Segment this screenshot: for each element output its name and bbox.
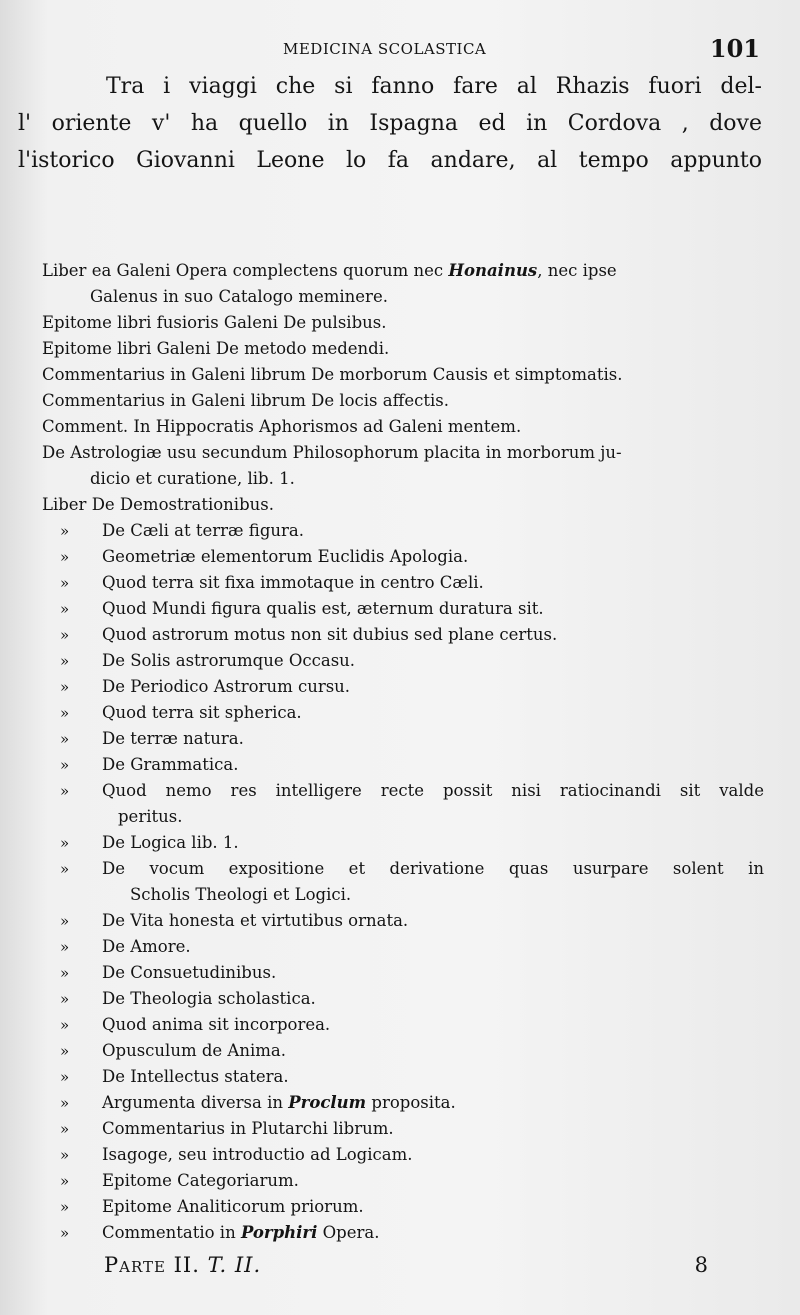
ditto-marker: » — [60, 1042, 70, 1060]
list-item: » Quod anima sit incorporea. — [42, 1012, 764, 1038]
signature-number: 8 — [694, 1253, 708, 1277]
list-item: » De Amore. — [42, 934, 764, 960]
ditto-marker: » — [60, 730, 70, 748]
ditto-marker: » — [60, 652, 70, 670]
works-list — [42, 258, 764, 1246]
list-item: » Epitome Categoriarum. — [42, 1168, 764, 1194]
list-item: » Epitome Analiticorum priorum. — [42, 1194, 764, 1220]
ditto-marker: » — [60, 860, 70, 878]
ditto-marker: » — [60, 938, 70, 956]
list-item: » De Intellectus statera. — [42, 1064, 764, 1090]
ditto-marker: » — [60, 522, 70, 540]
ditto-marker: » — [60, 678, 70, 696]
ditto-marker: » — [60, 548, 70, 566]
ditto-marker: » — [60, 756, 70, 774]
list-item-continuation: Scholis Theologi et Logici. — [130, 885, 352, 904]
intro-line: l' oriente v' ha quello in Ispagna ed in Cordova , dove — [18, 111, 762, 136]
list-item: » Quod nemo res intelligere recte possit nisi ratiocinandi sit valde — [42, 778, 764, 804]
list-item: » Quod terra sit spherica. — [42, 700, 764, 726]
list-item: Commentarius in Galeni librum De morborum Causis et simptomatis. — [42, 365, 623, 384]
list-item: » Quod Mundi figura qualis est, æternum duratura sit. — [42, 596, 764, 622]
list-item: » De Cæli at terræ figura. — [42, 518, 764, 544]
ditto-marker: » — [60, 912, 70, 930]
page-number: 101 — [709, 34, 760, 63]
list-item: » Isagoge, seu introductio ad Logicam. — [42, 1142, 764, 1168]
list-item: » De vocum expositione et derivatione quas usurpare solent in — [42, 856, 764, 882]
list-item: » De Theologia scholastica. — [42, 986, 764, 1012]
list-item: » Argumenta diversa in Proclum proposita. — [42, 1090, 764, 1116]
list-item: » De Logica lib. 1. — [42, 830, 764, 856]
intro-line: Tra i viaggi che si fanno fare al Rhazis fuori del- — [106, 74, 762, 99]
list-item: De Astrologiæ usu secundum Philosophorum placita in morborum ju- — [42, 443, 622, 462]
list-item: » De Vita honesta et virtutibus ornata. — [42, 908, 764, 934]
list-item-continuation: Galenus in suo Catalogo meminere. — [90, 287, 388, 306]
ditto-marker: » — [60, 600, 70, 618]
ditto-marker: » — [60, 990, 70, 1008]
list-item: Liber ea Galeni Opera complectens quorum nec Honainus, nec ipse — [42, 261, 617, 280]
ditto-marker: » — [60, 704, 70, 722]
list-item: » De Periodico Astrorum cursu. — [42, 674, 764, 700]
page-header — [0, 34, 800, 64]
list-item: » De Solis astrorumque Occasu. — [42, 648, 764, 674]
list-item: » Geometriæ elementorum Euclidis Apologia. — [42, 544, 764, 570]
intro-paragraph — [18, 68, 762, 179]
list-item: » Quod astrorum motus non sit dubius sed plane certus. — [42, 622, 764, 648]
ditto-marker: » — [60, 1120, 70, 1138]
list-item: Liber De Demostrationibus. — [42, 495, 274, 514]
list-item: » Opusculum de Anima. — [42, 1038, 764, 1064]
ditto-marker: » — [60, 964, 70, 982]
list-item: » Commentatio in Porphiri Opera. — [42, 1220, 764, 1246]
ditto-marker: » — [60, 1094, 70, 1112]
ditto-marker: » — [60, 782, 70, 800]
list-item: » Quod terra sit fixa immotaque in centro Cæli. — [42, 570, 764, 596]
list-item: Epitome libri fusioris Galeni De pulsibus. — [42, 313, 387, 332]
list-item: Commentarius in Galeni librum De locis affectis. — [42, 391, 449, 410]
list-item: Epitome libri Galeni De metodo medendi. — [42, 339, 390, 358]
ditto-marker: » — [60, 574, 70, 592]
signature-mark: Parte II. T. II. — [104, 1253, 262, 1277]
list-item-continuation: peritus. — [118, 807, 183, 826]
ditto-marker: » — [60, 1198, 70, 1216]
list-item: » De Consuetudinibus. — [42, 960, 764, 986]
list-item: » De Grammatica. — [42, 752, 764, 778]
list-item-continuation: dicio et curatione, lib. 1. — [90, 469, 295, 488]
ditto-marker: » — [60, 1224, 70, 1242]
ditto-marker: » — [60, 1146, 70, 1164]
list-item: » Commentarius in Plutarchi librum. — [42, 1116, 764, 1142]
ditto-marker: » — [60, 626, 70, 644]
ditto-marker: » — [60, 1172, 70, 1190]
running-head: MEDICINA SCOLASTICA — [283, 40, 487, 58]
page-footer — [0, 1253, 800, 1281]
list-item: » De terræ natura. — [42, 726, 764, 752]
ditto-marker: » — [60, 834, 70, 852]
ditto-marker: » — [60, 1068, 70, 1086]
list-item: Comment. In Hippocratis Aphorismos ad Galeni mentem. — [42, 417, 522, 436]
ditto-marker: » — [60, 1016, 70, 1034]
intro-line: l'istorico Giovanni Leone lo fa andare, al tempo appunto — [18, 148, 762, 173]
